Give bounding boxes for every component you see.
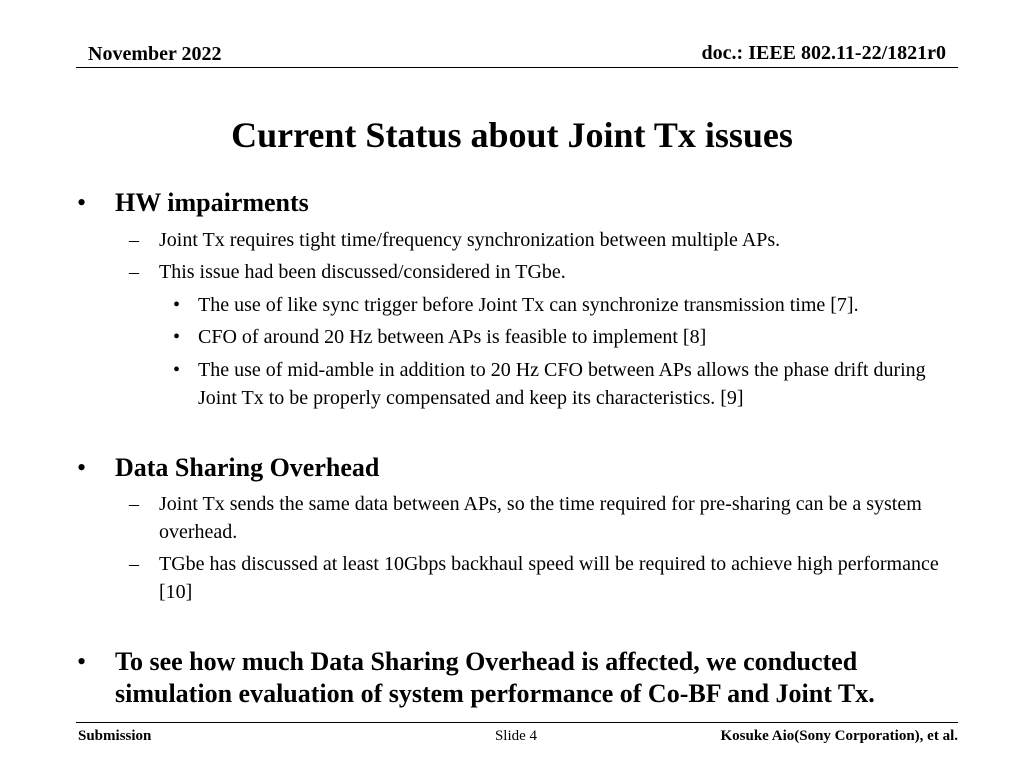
sub-sub-bullet-text: The use of mid-amble in addition to 20 Hz CFO between APs allows the phase drift during Joint Tx to be properly compensated and keep its characteristics. [9] <box>198 359 926 409</box>
sub-sub-bullet <box>173 323 958 351</box>
sub-sub-bullet <box>173 356 940 412</box>
footer-divider <box>76 722 958 723</box>
sub-bullet <box>129 490 959 546</box>
sub-bullet <box>129 550 949 606</box>
dash-marker: – <box>129 553 139 575</box>
document-id: doc.: IEEE 802.11-22/1821r0 <box>701 42 946 64</box>
slide-title: Current Status about Joint Tx issues <box>231 115 793 155</box>
dash-marker: – <box>129 493 139 515</box>
bullet-marker: • <box>77 647 87 676</box>
sub-sub-bullet-text: CFO of around 20 Hz between APs is feasible to implement [8] <box>198 326 707 348</box>
sub-sub-bullet-text: The use of like sync trigger before Joint Tx can synchronize transmission time [7]. <box>198 294 859 316</box>
sub-sub-bullet <box>173 291 988 319</box>
bullet-conclusion <box>77 646 960 710</box>
sub-bullet <box>129 226 959 254</box>
sub-bullet <box>129 258 959 286</box>
bullet-marker: • <box>77 188 87 217</box>
footer-author: Kosuke Aio(Sony Corporation), et al. <box>720 728 958 744</box>
bullet-marker: • <box>77 453 87 482</box>
sub-bullet-text: This issue had been discussed/considered in TGbe. <box>159 261 566 283</box>
bullet-marker: • <box>173 326 181 348</box>
bullet-text: Data Sharing Overhead <box>115 453 380 482</box>
sub-bullet-text: Joint Tx requires tight time/frequency synchronization between multiple APs. <box>159 229 781 251</box>
dash-marker: – <box>129 229 139 251</box>
header-divider <box>76 67 958 68</box>
bullet-hw-impairments <box>77 187 975 219</box>
bullet-text: To see how much Data Sharing Overhead is affected, we conducted simulation evaluation of system performance of Co-BF and Joint Tx. <box>115 647 875 708</box>
slide-number: Slide 4 <box>494 728 538 744</box>
bullet-text: HW impairments <box>115 188 309 217</box>
sub-bullet-text: Joint Tx sends the same data between APs, so the time required for pre-sharing can be a system overhead. <box>159 493 922 543</box>
bullet-marker: • <box>173 294 181 316</box>
header-date: November 2022 <box>88 43 222 65</box>
sub-bullet-text: TGbe has discussed at least 10Gbps backhaul speed will be required to achieve high performance [10] <box>159 553 939 603</box>
footer-submission: Submission <box>78 728 152 744</box>
bullet-data-sharing-overhead <box>77 452 975 484</box>
dash-marker: – <box>129 261 139 283</box>
bullet-marker: • <box>173 359 181 381</box>
